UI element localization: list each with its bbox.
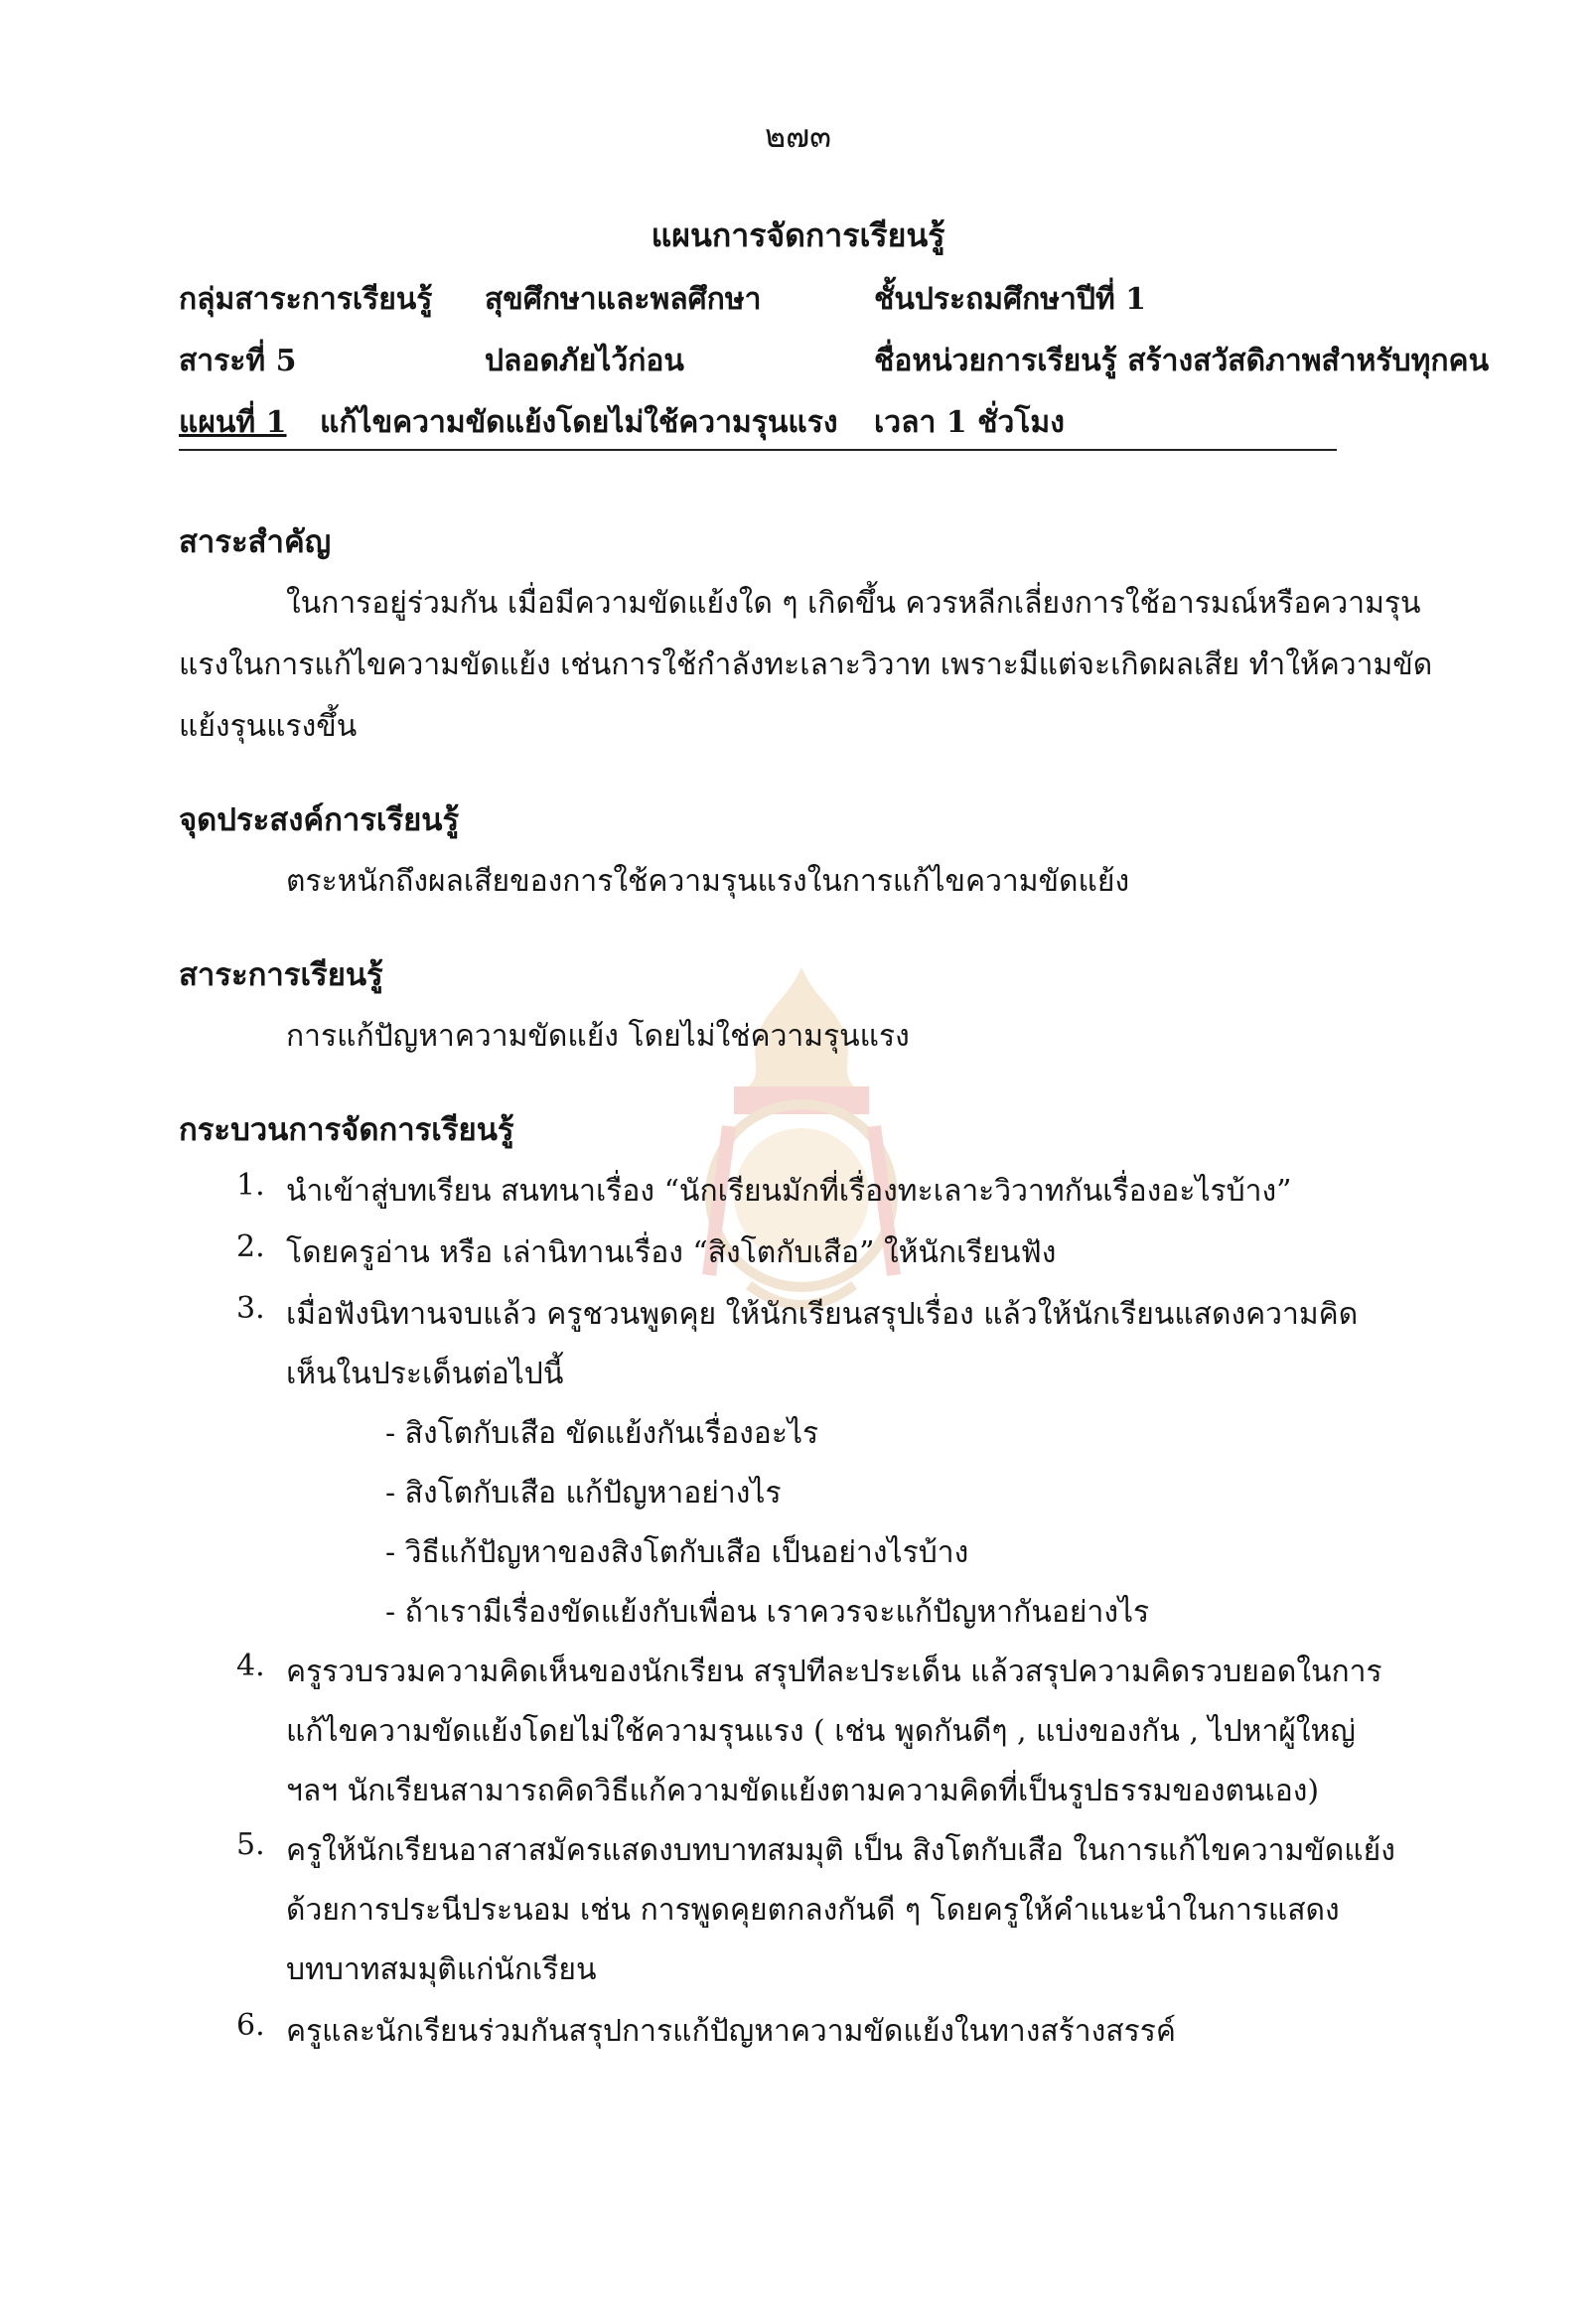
list-item: เห็นในประเด็นต่อไปนี้ — [286, 1357, 564, 1391]
strand-value: ปลอดภัยไว้ก่อน — [485, 344, 684, 378]
bullet-item: - สิงโตกับเสือ ขัดแย้งกันเรื่องอะไร — [385, 1416, 819, 1451]
plan-label: แผนที่ 1 — [179, 405, 287, 440]
subject-group-label: กลุ่มสาระการเรียนรู้ — [179, 282, 433, 317]
subject-group-value: สุขศึกษาและพลศึกษา — [485, 282, 762, 317]
list-item: ครูรวบรวมความคิดเห็นของนักเรียน สรุปทีละประเด็น แล้วสรุปความคิดรวบยอดในการ — [286, 1655, 1382, 1689]
list-item: เมื่อฟังนิทานจบแล้ว ครูชวนพูดคุย ให้นักเรียนสรุปเรื่อง แล้วให้นักเรียนแสดงความคิด — [286, 1297, 1359, 1332]
unit-name: ชื่อหน่วยการเรียนรู้ สร้างสวัสดิภาพสำหรับทุกคน — [874, 344, 1490, 378]
content-text: การแก้ปัญหาความขัดแย้ง โดยไม่ใช่ความรุนแรง — [286, 1019, 910, 1054]
list-item: โดยครูอ่าน หรือ เล่านิทานเรื่อง “สิงโตกับเสือ” ให้นักเรียนฟัง — [286, 1235, 1057, 1270]
list-item: แก้ไขความขัดแย้งโดยไม่ใช้ความรุนแรง ( เช่น พูดกันดีๆ , แบ่งของกัน , ไปหาผู้ใหญ่ — [286, 1714, 1356, 1749]
content-heading: สาระการเรียนรู้ — [179, 957, 383, 993]
bullet-item: - วิธีแก้ปัญหาของสิงโตกับเสือ เป็นอย่างไรบ้าง — [385, 1535, 969, 1570]
time-duration: เวลา 1 ชั่วโมง — [874, 405, 1065, 440]
objective-heading: จุดประสงค์การเรียนรู้ — [179, 802, 460, 838]
bullet-item: - ถ้าเรามีเรื่องขัดแย้งกับเพื่อน เราควรจะแก้ปัญหากันอย่างไร — [385, 1595, 1150, 1630]
header-divider — [179, 449, 1337, 451]
item-number: 2. — [236, 1229, 265, 1264]
item-number: 3. — [236, 1291, 265, 1326]
item-number: 4. — [236, 1649, 265, 1683]
list-item: ครูให้นักเรียนอาสาสมัครแสดงบทบาทสมมุติ เป็น สิงโตกับเสือ ในการแก้ไขความขัดแย้ง — [286, 1833, 1395, 1868]
list-item: ด้วยการประนีประนอม เช่น การพูดคุยตกลงกันดี ๆ โดยครูให้คำแนะนำในการแสดง — [286, 1893, 1340, 1928]
essence-heading: สาระสำคัญ — [179, 524, 332, 560]
page-title: แผนการจัดการเรียนรู้ — [651, 216, 945, 254]
item-number: 5. — [236, 1827, 265, 1862]
item-number: 1. — [236, 1168, 265, 1203]
bullet-item: - สิงโตกับเสือ แก้ปัญหาอย่างไร — [385, 1476, 782, 1511]
list-item: บทบาทสมมุติแก่นักเรียน — [286, 1952, 597, 1987]
list-item: นำเข้าสู่บทเรียน สนทนาเรื่อง “นักเรียนมักที่เรื่องทะเลาะวิวาทกันเรื่องอะไรบ้าง” — [286, 1174, 1292, 1209]
grade-level: ชั้นประถมศึกษาปีที่ 1 — [874, 282, 1147, 317]
essence-line: แย้งรุนแรงขึ้น — [179, 709, 358, 744]
strand-label: สาระที่ 5 — [179, 344, 297, 378]
essence-line: แรงในการแก้ไขความขัดแย้ง เช่นการใช้กำลังทะเลาะวิวาท เพราะมีแต่จะเกิดผลเสีย ทำให้ความขัด — [179, 648, 1433, 682]
plan-value: แก้ไขความขัดแย้งโดยไม่ใช้ความรุนแรง — [320, 405, 838, 440]
list-item: ครูและนักเรียนร่วมกันสรุปการแก้ปัญหาความขัดแย้งในทางสร้างสรรค์ — [286, 2014, 1176, 2049]
page-number: ๒๗๓ — [764, 117, 832, 155]
objective-text: ตระหนักถึงผลเสียของการใช้ความรุนแรงในการแก้ไขความขัดแย้ง — [286, 864, 1130, 899]
process-heading: กระบวนการจัดการเรียนรู้ — [179, 1112, 514, 1148]
essence-line: ในการอยู่ร่วมกัน เมื่อมีความขัดแย้งใด ๆ เกิดขึ้น ควรหลีกเลี่ยงการใช้อารมณ์หรือความรุน — [286, 586, 1421, 621]
item-number: 6. — [236, 2008, 265, 2043]
list-item: ฯลฯ นักเรียนสามารถคิดวิธีแก้ความขัดแย้งตามความคิดที่เป็นรูปธรรมของตนเอง) — [286, 1774, 1320, 1808]
